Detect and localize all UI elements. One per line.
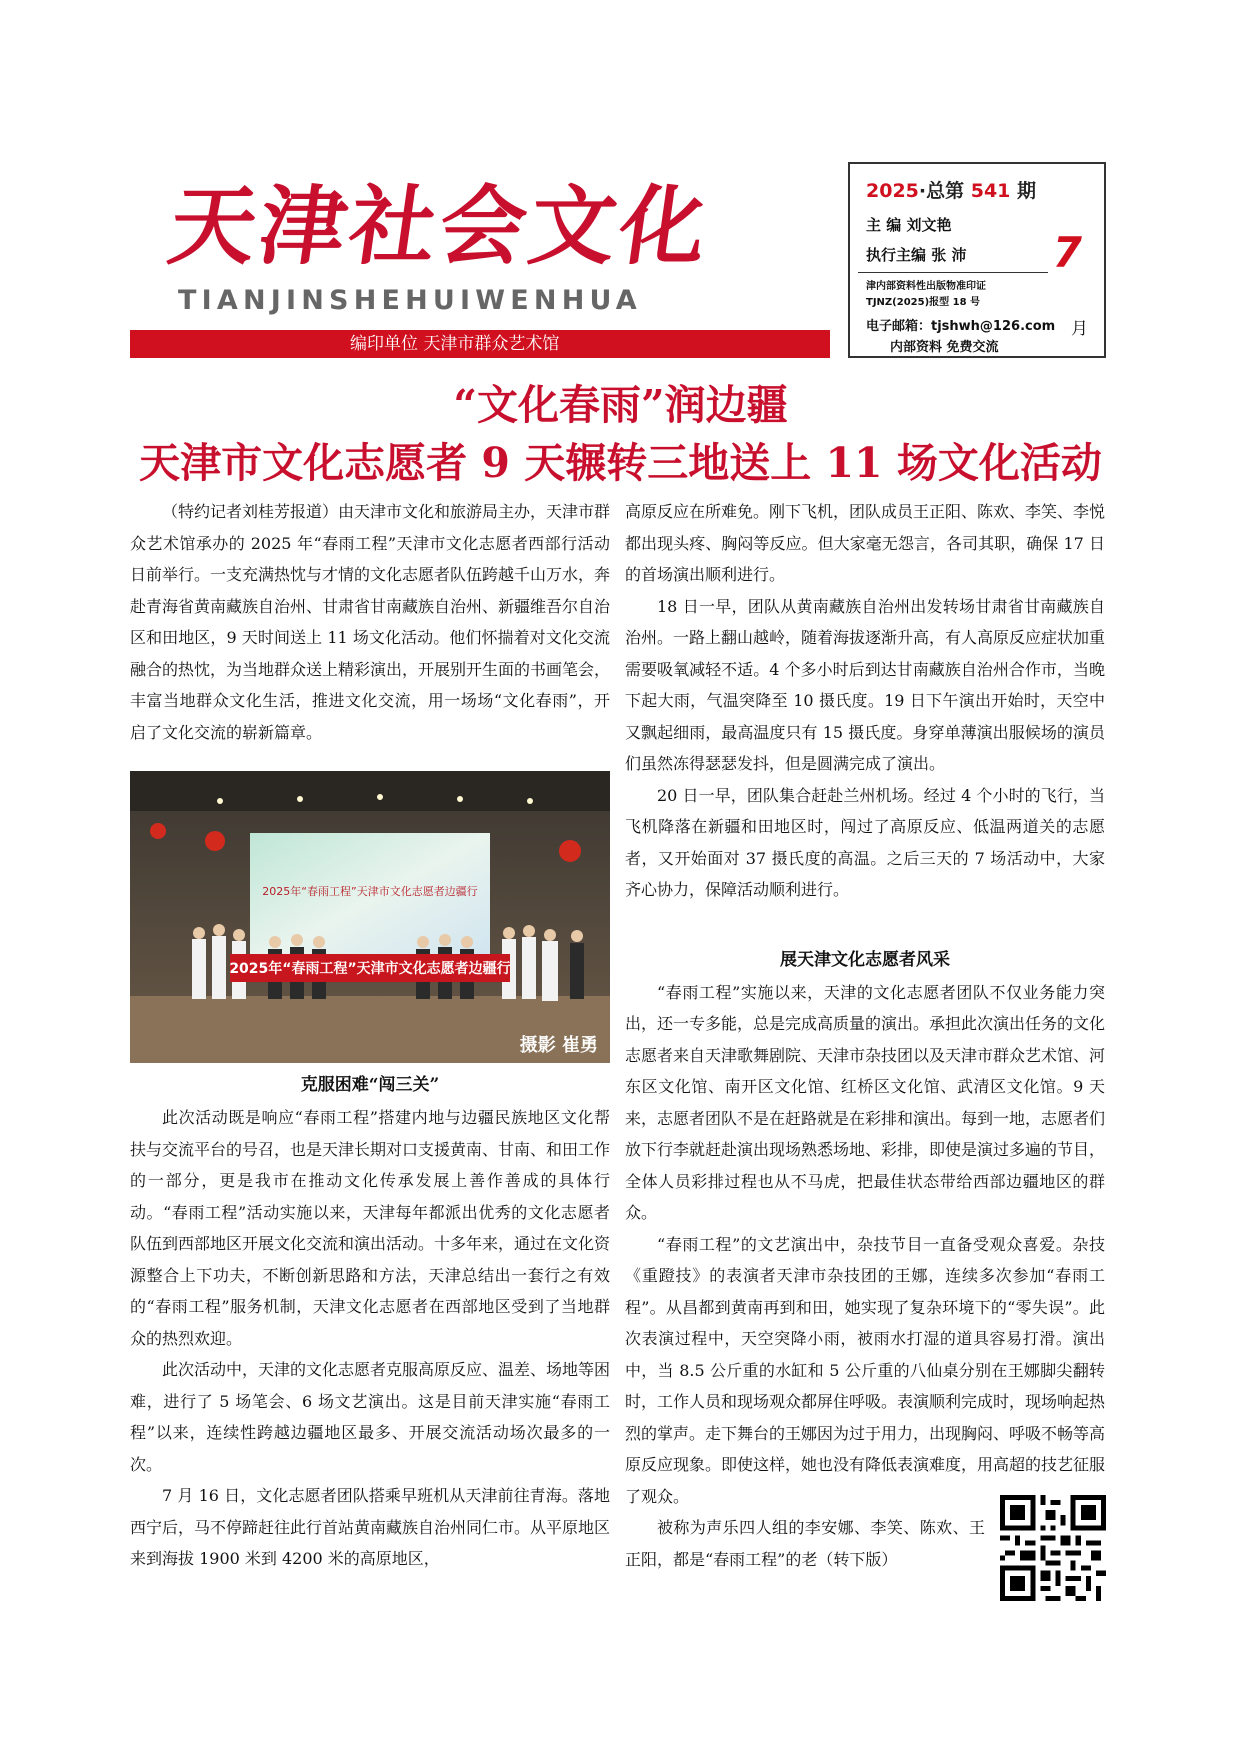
headline-sub: 天津市文化志愿者 9 天辗转三地送上 11 场文化活动	[139, 439, 1102, 487]
paragraph-2: 此次活动中，天津的文化志愿者克服高原反应、温差、场地等困难，进行了 5 场笔会、6 场文艺演出。这是目前天津实施“春雨工程”以来，连续性跨越边疆地区最多、开展交流活动场次最多的一次。	[130, 1360, 611, 1474]
event-photo	[130, 771, 610, 1063]
issue-line	[866, 176, 1036, 203]
article-lead-column	[130, 496, 610, 748]
email-line: 电子邮箱：tjshwh@126.com	[866, 319, 1056, 334]
issue-info-box	[848, 162, 1106, 358]
section-heading-2: 展天津文化志愿者风采	[780, 950, 950, 970]
info-divider	[858, 272, 1048, 273]
internal-line: 内部资料 免费交流	[890, 340, 999, 355]
permit-line: 津内部资料性出版物准印证	[866, 281, 986, 292]
publisher-bar	[130, 330, 830, 358]
issue-number: 541	[970, 180, 1011, 202]
masthead-logo: 天津社会文化	[162, 176, 718, 277]
paragraph-4: 18 日一早，团队从黄南藏族自治州出发转场甘肃省甘南藏族自治州。一路上翻山越岭，随着海拔逐渐升高，有人高原反应症状加重需要吸氧减轻不适。4 个多小时后到达甘南藏族自治州合作市，当晚下起大雨，气温突降至 10 摄氏度。19 日下午演出开始时，天空中又飘起细雨，最高温度只有 15 摄氏度。身穿单薄演出服候场的演员们虽然冻得瑟瑟发抖，但是圆满完成了演出。	[625, 596, 1106, 773]
qr-code[interactable]	[1000, 1495, 1106, 1601]
paragraph-1: 此次活动既是响应“春雨工程”搭建内地与边疆民族地区文化帮扶与交流平台的号召，也是天津长期对口支援黄南、甘南、和田工作的一部分，更是我市在推动文化传承发展上善作善成的具体行动。“春雨工程”活动实施以来，天津每年都派出优秀的文化志愿者队伍到西部地区开展文化交流和演出活动。十多年来，通过在文化资源整合上下功夫，不断创新思路和方法，天津总结出一套行之有效的“春雨工程”服务机制，天津文化志愿者在西部地区受到了当地群众的热烈欢迎。	[130, 1108, 611, 1348]
screen-text: 2025年“春雨工程”天津市文化志愿者边疆行	[262, 885, 478, 898]
month-label: 月	[1071, 319, 1088, 339]
issue-year: 2025	[866, 180, 919, 202]
article-column-right-top	[625, 496, 1105, 906]
qr-code-icon	[1000, 1495, 1106, 1601]
photo-credit: 摄影 崔勇	[519, 1035, 598, 1056]
banner-text: 2025年“春雨工程”天津市文化志愿者边疆行	[229, 961, 511, 977]
section-heading-1: 克服困难“闯三关”	[300, 1075, 440, 1095]
issue-total-label: ·总第	[918, 180, 965, 202]
month-number: 7	[1052, 228, 1082, 277]
issue-suffix: 期	[1017, 180, 1037, 202]
paragraph-3-continued: 高原反应在所难免。刚下飞机，团队成员王正阳、陈欢、李笑、李悦都出现头疼、胸闷等反应。但大家毫无怨言，各司其职，确保 17 日的首场演出顺利进行。	[625, 502, 1106, 584]
publisher-label: 编印单位 天津市群众艺术馆	[350, 334, 560, 354]
photo-illustration	[130, 771, 610, 1063]
masthead-pinyin: TIANJINSHEHUIWENHUA	[178, 285, 642, 316]
paragraph-5: 20 日一早，团队集合赶赴兰州机场。经过 4 个小时的飞行，当飞机降落在新疆和田地区时，闯过了高原反应、低温两道关的志愿者，又开始面对 37 摄氏度的高温。之后三天的 7 场活动中，大家齐心协力，保障活动顺利进行。	[625, 785, 1105, 899]
paragraph-3: 7 月 16 日，文化志愿者团队搭乘早班机从天津前往青海。落地西宁后，马不停蹄赶往此行首站黄南藏族自治州同仁市。从平原地区来到海拔 1900 米到 4200 米的高原地区，	[130, 1486, 611, 1568]
article-column-left	[130, 1102, 610, 1575]
article-column-right-bottom	[625, 945, 1105, 1575]
paragraph-8: 被称为声乐四人组的李安娜、李笑、陈欢、王正阳，都是“春雨工程”的老（转下版）	[625, 1518, 985, 1569]
editor-line: 主 编 刘文艳	[866, 216, 952, 234]
article-lead: （特约记者刘桂芳报道）由天津市文化和旅游局主办，天津市群众艺术馆承办的 2025 年“春雨工程”天津市文化志愿者西部行活动日前举行。一支充满热忱与才情的文化志愿者队伍跨越千山万水，奔赴青海省黄南藏族自治州、甘肃省甘南藏族自治州、新疆维吾尔自治区和田地区，9 天时间送上 11 场文化活动。他们怀揣着对文化交流融合的热忱，为当地群众送上精彩演出，开展别开生面的书画笔会，丰富当地群众文化生活，推进文化交流，用一场场“文化春雨”，开启了文化交流的崭新篇章。	[130, 502, 611, 742]
headline-main: “文化春雨”润边疆	[453, 381, 788, 429]
paragraph-7: “春雨工程”的文艺演出中，杂技节目一直备受观众喜爱。杂技《重蹬技》的表演者天津市杂技团的王娜，连续多次参加“春雨工程”。从昌都到黄南再到和田，她实现了复杂环境下的“零失误”。此次表演过程中，天空突降小雨，被雨水打湿的道具容易打滑。演出中，当 8.5 公斤重的水缸和 5 公斤重的八仙桌分别在王娜脚尖翻转时，工作人员和现场观众都屏住呼吸。表演顺利完成时，现场响起热烈的掌声。走下舞台的王娜因为过于用力，出现胸闷、呼吸不畅等高原反应现象。即使这样，她也没有降低表演难度，用高超的技艺征服了观众。	[625, 1234, 1106, 1506]
paragraph-6: “春雨工程”实施以来，天津的文化志愿者团队不仅业务能力突出，还一专多能，总是完成高质量的演出。承担此次演出任务的文化志愿者来自天津歌舞剧院、天津市杂技团以及天津市群众艺术馆、河东区文化馆、南开区文化馆、红桥区文化馆、武清区文化馆。9 天来，志愿者团队不是在赶路就是在彩排和演出。每到一地，志愿者们放下行李就赶赴演出现场熟悉场地、彩排，即使是演过多遍的节目，全体人员彩排过程也从不马虎，把最佳状态带给西部边疆地区的群众。	[625, 982, 1106, 1222]
exec-editor-line: 执行主编 张 沛	[866, 246, 967, 264]
permit-number: TJNZ(2025)报型 18 号	[866, 297, 981, 308]
